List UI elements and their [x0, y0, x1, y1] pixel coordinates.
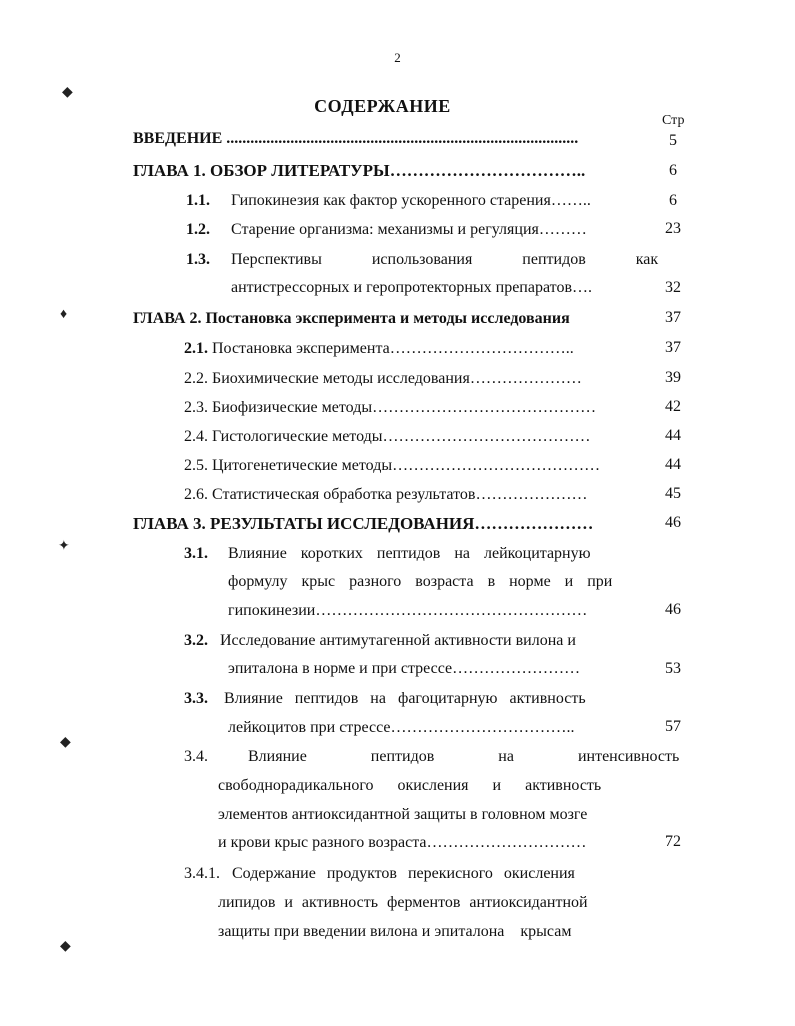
toc-entry-3-4[interactable]: Влияние пептидов на интенсивность — [248, 748, 680, 765]
toc-number: 3.3. — [184, 690, 208, 707]
toc-entry-line: свободнорадикального окисления и активность — [218, 777, 602, 794]
toc-page: 44 — [665, 427, 681, 444]
toc-entry-chapter-1[interactable]: ГЛАВА 1. ОБЗОР ЛИТЕРАТУРЫ…………………………….. — [133, 161, 586, 180]
toc-page: 46 — [665, 601, 681, 618]
toc-entry-chapter-3[interactable]: ГЛАВА 3. РЕЗУЛЬТАТЫ ИССЛЕДОВАНИЯ………………… — [133, 514, 594, 533]
toc-entry-line: лейкоцитов при стрессе…………………………….. — [228, 719, 575, 736]
toc-entry-line: эпиталона в норме и при стрессе…………………… — [228, 660, 581, 677]
toc-number: 3.1. — [184, 545, 208, 562]
toc-entry-2-3[interactable]: 2.3. Биофизические методы…………………………………… — [184, 399, 597, 416]
toc-entry-line: защиты при введении вилона и эпиталона крысам — [218, 923, 572, 940]
toc-entry-2-6[interactable]: 2.6. Статистическая обработка результатов………………… — [184, 486, 588, 503]
toc-number: 1.2. — [186, 221, 210, 238]
toc-entry-2-5[interactable]: 2.5. Цитогенетические методы………………………………… — [184, 457, 601, 474]
scan-mark: ♦ — [60, 307, 68, 322]
toc-page: 23 — [665, 220, 681, 237]
toc-page: 6 — [669, 192, 677, 209]
toc-page: 37 — [665, 339, 681, 356]
scan-mark: ✦ — [58, 539, 70, 554]
toc-entry-line: и крови крыс разного возраста………………………… — [218, 834, 587, 851]
toc-page: 44 — [665, 456, 681, 473]
scan-mark: ◆ — [60, 735, 71, 750]
page-number: 2 — [394, 50, 401, 65]
toc-number: 3.2. — [184, 632, 208, 649]
toc-entry-text: Постановка эксперимента…………………………….. — [212, 340, 574, 357]
toc-entry-line: элементов антиоксидантной защиты в головном мозге — [218, 806, 588, 823]
toc-page: 42 — [665, 398, 681, 415]
toc-entry-line: формулу крыс разного возраста в норме и при — [228, 573, 613, 590]
toc-number: 1.1. — [186, 192, 210, 209]
toc-number: 1.3. — [186, 251, 210, 268]
toc-entry-chapter-2[interactable]: ГЛАВА 2. Постановка эксперимента и методы исследования — [133, 310, 570, 327]
toc-page: 39 — [665, 369, 681, 386]
toc-entry-introduction[interactable]: ВВЕДЕНИЕ ........................................................................................ — [133, 130, 579, 147]
toc-number: 2.1. — [184, 340, 208, 357]
toc-entry-3-1[interactable]: Влияние коротких пептидов на лейкоцитарную — [228, 545, 591, 562]
toc-entry-1-3[interactable] — [231, 249, 659, 271]
toc-entry-3-3[interactable]: Влияние пептидов на фагоцитарную активность — [224, 690, 586, 707]
toc-page: 72 — [665, 833, 681, 850]
toc-page: 37 — [665, 309, 681, 326]
toc-entry-2-4[interactable]: 2.4. Гистологические методы………………………………… — [184, 428, 591, 445]
toc-entry-1-2[interactable]: Старение организма: механизмы и регуляция……… — [231, 221, 587, 238]
toc-entry-line: антистрессорных и геропротекторных препаратов…. — [231, 279, 592, 296]
toc-entry-3-2[interactable]: Исследование антимутагенной активности вилона и — [220, 632, 576, 649]
toc-page: 5 — [669, 132, 677, 149]
scan-mark: ◆ — [60, 939, 71, 954]
scan-mark: ◆ — [62, 85, 73, 100]
toc-entry-1-1[interactable]: Гипокинезия как фактор ускоренного старения…….. — [231, 192, 591, 209]
toc-page: 6 — [669, 162, 677, 179]
toc-entry-3-4-1[interactable]: Содержание продуктов перекисного окисления — [232, 865, 575, 882]
toc-entry-2-2[interactable]: 2.2. Биохимические методы исследования………………… — [184, 370, 582, 387]
toc-page: 57 — [665, 718, 681, 735]
toc-page: 46 — [665, 514, 681, 531]
page-column-label: Стр — [662, 113, 685, 128]
toc-number: 3.4.1. — [184, 865, 220, 882]
toc-entry-line: Перспективы использования пептидов как — [231, 251, 659, 268]
toc-page: 53 — [665, 660, 681, 677]
toc-entry-line: липидов и активность ферментов антиоксидантной — [218, 894, 588, 911]
toc-entry-2-1[interactable] — [184, 338, 574, 360]
toc-page: 32 — [665, 279, 681, 296]
toc-number: 3.4. — [184, 748, 208, 765]
toc-entry-line: гипокинезии…………………………………………… — [228, 602, 588, 619]
toc-page: 45 — [665, 485, 681, 502]
page-title: СОДЕРЖАНИЕ — [314, 96, 451, 116]
